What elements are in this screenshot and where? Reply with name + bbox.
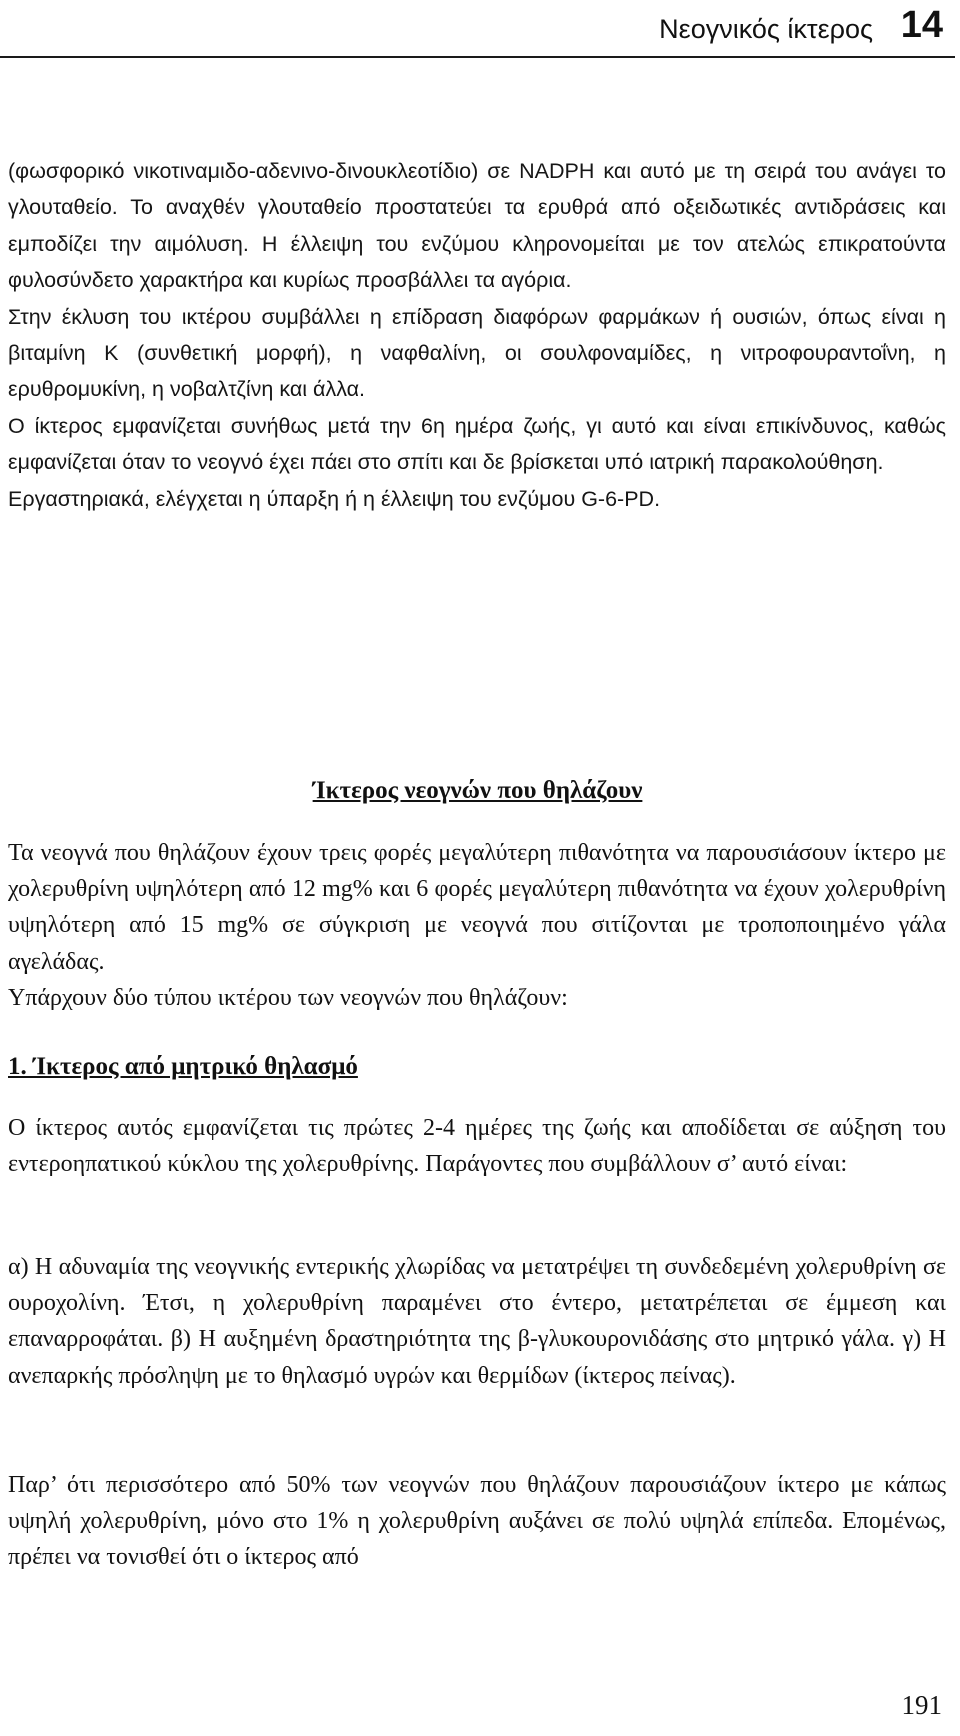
- paragraph-lab-test: Εργαστηριακά, ελέγχεται η ύπαρξη ή η έλλειψη του ενζύμου G-6-PD.: [8, 486, 661, 511]
- paragraph-breastfed-risk: Τα νεογνά που θηλάζουν έχουν τρεις φορές μεγαλύτερη πιθανότητα να παρουσιάσουν ίκτερο με χολερυθρίνη υψηλότερη από 12 mg% και 6 φορές μεγαλύτερη πιθανότητα να έχουν χολερυθρίνη υψηλότερη από 15 mg% σε σύγκριση με νεογνά που σιτίζονται με τροποποιημένο γάλα αγελάδας.: [8, 840, 946, 975]
- paragraph-g6pd-mechanism: (φωσφορικό νικοτιναμιδο-αδενινο-δινουκλεοτίδιο) σε NADPH και αυτό με τη σειρά του ανάγει το γλουταθείο. Το αναχθέν γλουταθείο προστατεύει τα ερυθρά από οξειδωτικές αντιδράσεις και εμποδίζει την αιμόλυση. Η έλλειψη του ενζύμου κληρονομείται με τον ατελώς επικρατούντα φυλοσύνδετο χαρακτήρα και κυρίως προσβάλλει τα αγόρια.: [8, 159, 946, 293]
- section-heading-breastfed-jaundice: Ίκτερος νεογνών που θηλάζουν: [312, 777, 643, 804]
- paragraph-drugs: Στην έκλυση του ικτέρου συμβάλλει η επίδραση διαφόρων φαρμάκων ή ουσιών, όπως είναι η βιταμίνη Κ (συνθετική μορφή), η ναφθαλίνη, οι σουλφοναμίδες, η νιτροφουραντοΐνη, η ερυθρομυκίνη, η νοβαλτζίνη και άλλα.: [8, 304, 946, 402]
- paragraph-maternal-factors: α) Η αδυναμία της νεογνικής εντερικής χλωρίδας να μετατρέψει τη συνδεδεμένη χολερυθρίνη σε ουροχολίνη. Έτσι, η χολερυθρίνη παραμένει στο έντερο, μετατρέπεται σε έμμεση και επαναρροφάται. β) Η αυξημένη δραστηριότητα της β-γλυκουρονιδάσης στο μητρικό γάλα. γ) Η ανεπαρκής πρόσληψη με το θηλασμό υγρών και θερμίδων (ίκτερος πείνας).: [8, 1254, 946, 1389]
- paragraph-breastfed-types: Υπάρχουν δύο τύπου ικτέρου των νεογνών που θηλάζουν:: [8, 984, 568, 1011]
- paragraph-maternal-onset: Ο ίκτερος αυτός εμφανίζεται τις πρώτες 2-4 ημέρες της ζωής και αποδίδεται σε αύξηση του εντεροηπατικού κύκλου της χολερυθρίνης. Παράγοντες που συμβάλλουν σ’ αυτό είναι:: [8, 1115, 946, 1178]
- paragraph-onset: Ο ίκτερος εμφανίζεται συνήθως μετά την 6η ημέρα ζωής, γι αυτό και είναι επικίνδυνος, καθώς εμφανίζεται όταν το νεογνό έχει πάει στο σπίτι και δε βρίσκεται υπό ιατρική παρακολούθηση.: [8, 413, 946, 475]
- running-header: [0, 0, 955, 58]
- text-block-g6pd: [8, 153, 946, 517]
- text-block-breastfed: [8, 835, 946, 1016]
- chapter-number: 14: [900, 4, 943, 46]
- running-header-title: Νεογνικός ίκτερος: [659, 14, 873, 44]
- paragraph-maternal-prevalence: Παρ’ ότι περισσότερο από 50% των νεογνών που θηλάζουν παρουσιάζουν ίκτερο με κάπως υψηλή χολερυθρίνη, μόνο στο 1% η χολερυθρίνη αυξάνει σε πολύ υψηλά επίπεδα. Επομένως, πρέπει να τονισθεί ότι ο ίκτερος από: [8, 1472, 946, 1571]
- page-number: 191: [901, 1690, 942, 1720]
- subsection-heading-maternal: 1. Ίκτερος από μητρικό θηλασμό: [8, 1053, 358, 1080]
